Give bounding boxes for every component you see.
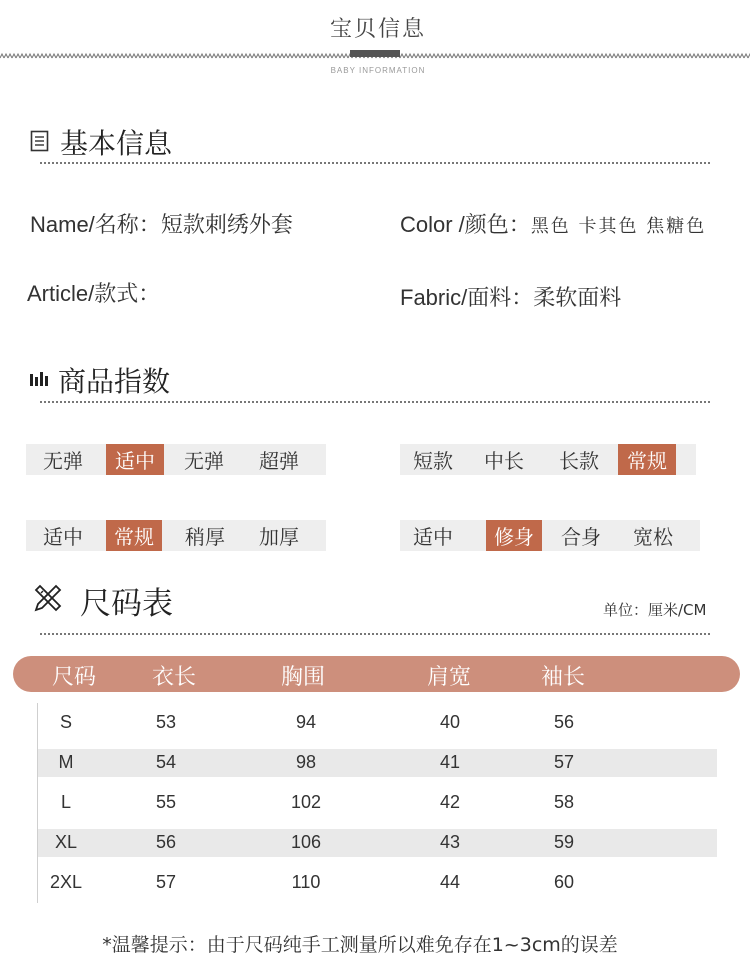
fabric-field [400, 281, 621, 312]
index-option-selected: 适中 [106, 444, 164, 475]
table-cell: 56 [553, 712, 575, 732]
fabric-value: 柔软面料 [533, 286, 622, 311]
page-header-subtitle: BABY INFORMATION [330, 66, 426, 75]
product-index-heading: 商品指数 [58, 365, 171, 398]
index-option-selected: 修身 [486, 520, 542, 551]
index-option: 长款 [559, 449, 599, 473]
page-header-title: 宝贝信息 [329, 17, 426, 42]
index-option: 宽松 [633, 525, 673, 549]
bar-chart-icon [30, 370, 48, 386]
fabric-label: Fabric/面料： [400, 285, 534, 310]
table-cell: 41 [439, 752, 461, 772]
table-cell: 94 [295, 712, 317, 732]
name-value: 短款刺绣外套 [160, 213, 293, 238]
index-option: 稍厚 [185, 525, 225, 549]
size-chart-heading: 尺码表 [80, 586, 173, 622]
document-icon [30, 130, 50, 152]
column-header-shoulder: 肩宽 [427, 665, 472, 690]
basic-info-divider [40, 162, 710, 164]
table-cell: 102 [290, 792, 322, 812]
color-field [400, 208, 706, 239]
unit-label: 单位：厘米/CM [603, 601, 707, 619]
column-header-length: 衣长 [152, 665, 197, 690]
index-option: 中长 [484, 449, 524, 473]
color-value: 黑色 卡其色 焦糖色 [530, 216, 707, 237]
table-cell: 57 [553, 752, 575, 772]
table-cell: L [60, 792, 71, 812]
table-cell: 110 [291, 872, 321, 892]
article-field [27, 277, 160, 308]
column-header-size: 尺码 [52, 665, 97, 690]
table-cell: 58 [553, 792, 575, 812]
index-row-thickness [26, 520, 326, 551]
index-option: 短款 [413, 449, 453, 473]
index-option: 无弹 [184, 449, 224, 473]
table-cell: 98 [295, 752, 317, 772]
index-option: 超弹 [259, 449, 299, 473]
table-cell: S [59, 712, 72, 732]
table-cell: M [58, 752, 74, 772]
table-cell: 54 [155, 752, 177, 772]
article-label: Article/款式： [27, 281, 161, 306]
name-field [30, 208, 293, 239]
index-row-elasticity [26, 444, 326, 475]
table-cell: 53 [155, 712, 177, 732]
index-option: 适中 [43, 525, 83, 549]
column-header-chest: 胸围 [281, 665, 326, 690]
index-option: 无弹 [43, 449, 83, 473]
table-cell: 106 [290, 832, 322, 852]
name-label: Name/名称： [30, 212, 161, 237]
index-row-fit [400, 520, 700, 551]
size-table-header [13, 656, 740, 692]
table-cell: 42 [439, 792, 461, 812]
index-option-selected: 常规 [106, 520, 162, 551]
table-cell: 40 [439, 712, 461, 732]
table-cell: 55 [155, 792, 177, 812]
table-cell: 57 [155, 872, 177, 892]
table-cell: XL [54, 832, 78, 852]
ruler-pencil-icon [32, 582, 64, 614]
size-chart-divider [40, 633, 710, 635]
table-cell: 44 [439, 872, 461, 892]
table-cell: 43 [439, 832, 461, 852]
index-option: 合身 [561, 525, 601, 549]
index-option-selected: 常规 [618, 444, 676, 475]
measurement-note: *温馨提示：由于尺码纯手工测量所以难免存在1~3cm的误差 [102, 934, 618, 956]
index-row-length [400, 444, 696, 475]
product-index-divider [40, 401, 710, 403]
index-option: 加厚 [259, 525, 299, 549]
color-label: Color /颜色： [400, 212, 531, 237]
basic-info-heading: 基本信息 [60, 127, 173, 160]
header-accent-bar [350, 50, 400, 57]
index-option: 适中 [413, 525, 453, 549]
column-header-sleeve: 袖长 [541, 665, 586, 690]
table-cell: 60 [553, 872, 575, 892]
table-cell: 56 [155, 832, 177, 852]
table-cell: 59 [553, 832, 575, 852]
table-cell: 2XL [49, 872, 83, 892]
